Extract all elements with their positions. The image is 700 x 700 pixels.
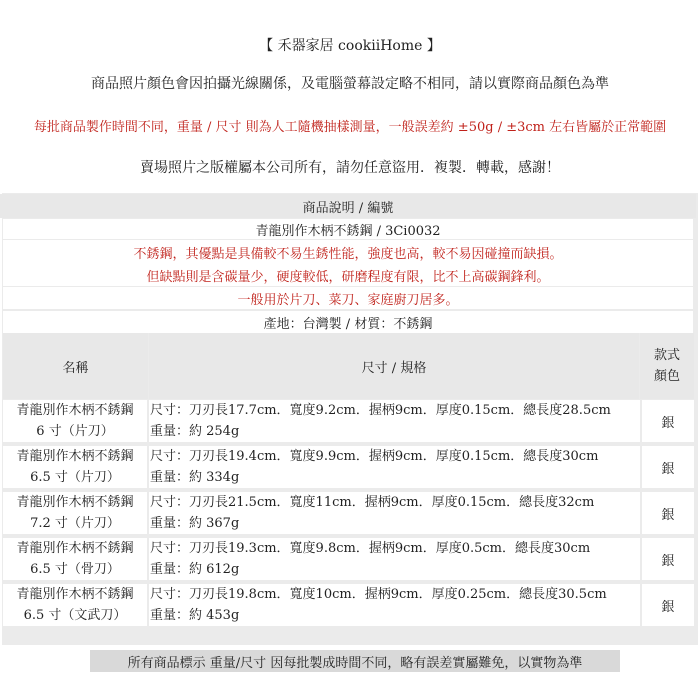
- footer-notice: 所有商品標示 重量/尺寸 因每批製成時間不同，略有誤差實屬難免，以實物為準: [90, 650, 620, 672]
- table-row-color: 銀: [642, 400, 694, 442]
- column-header-style-line1: 款式: [653, 348, 680, 363]
- column-header-name: 名稱: [3, 333, 148, 399]
- table-row-name: [3, 492, 147, 534]
- product-name: 青龍別作木柄不銹鋼: [16, 403, 134, 418]
- description-line: 但缺點則是含碳量少，硬度較低，研磨程度有限，比不上高碳鋼鋒利。: [3, 265, 693, 286]
- weight-text: 重量：約 254g: [150, 424, 240, 439]
- table-row-color: 銀: [642, 446, 694, 488]
- table-row-spec: [149, 584, 640, 626]
- column-header-style-line2: 顏色: [653, 369, 680, 384]
- table-row-color: 銀: [642, 584, 694, 626]
- brand-title: 【 禾器家居 cookiiHome 】: [259, 38, 441, 54]
- product-size: 6.5 寸（文武刀）: [23, 608, 127, 623]
- table-row-color: 銀: [642, 492, 694, 534]
- dimension-text: 尺寸：刀刃長19.8cm．寬度10cm．握柄9cm．厚度0.25cm．總長度30.5cm: [150, 587, 607, 602]
- color-notice: 商品照片顏色會因拍攝光線關係，及電腦螢幕設定略不相同，請以實際商品顏色為準: [91, 76, 609, 92]
- product-model: 青龍別作木柄不銹鋼 / 3Ci0032: [3, 219, 693, 239]
- table-row-name: [3, 538, 147, 580]
- table-row-spec: [149, 538, 640, 580]
- table-row-spec: [149, 400, 640, 442]
- product-name: 青龍別作木柄不銹鋼: [16, 449, 134, 464]
- description-line: 一般用於片刀、菜刀、家庭廚刀居多。: [3, 287, 693, 309]
- product-size: 6.5 寸（片刀）: [30, 470, 120, 485]
- table-row-spec: [149, 492, 640, 534]
- product-name: 青龍別作木柄不銹鋼: [16, 587, 134, 602]
- size-weight-notice: 每批商品製作時間不同，重量 / 尺寸 則為人工隨機抽樣測量，一般誤差約 ±50g / ±3cm 左右皆屬於正常範圍: [33, 120, 667, 135]
- table-row-spec: [149, 446, 640, 488]
- weight-text: 重量：約 334g: [150, 470, 240, 485]
- product-name: 青龍別作木柄不銹鋼: [16, 541, 134, 556]
- product-size: 6 寸（片刀）: [36, 424, 114, 439]
- table-row-name: [3, 446, 147, 488]
- product-size: 7.2 寸（片刀）: [30, 516, 120, 531]
- table-row-name: [3, 584, 147, 626]
- section-title: 商品說明 / 編號: [0, 194, 696, 218]
- table-row-name: [3, 400, 147, 442]
- origin-material: 產地：台灣製 / 材質：不銹鋼: [3, 311, 693, 333]
- column-header-style: [640, 333, 694, 399]
- weight-text: 重量：約 367g: [150, 516, 240, 531]
- column-header-spec: 尺寸 / 規格: [149, 333, 639, 399]
- dimension-text: 尺寸：刀刃長19.3cm．寬度9.8cm．握柄9cm．厚度0.5cm．總長度30cm: [150, 541, 591, 556]
- copyright-notice: 賣場照片之版權屬本公司所有，請勿任意盜用．複製．轉載，感謝！: [140, 160, 560, 176]
- dimension-text: 尺寸：刀刃長19.4cm．寬度9.9cm．握柄9cm．厚度0.15cm．總長度30cm: [150, 449, 599, 464]
- description-line: 不銹鋼，其優點是具備較不易生銹性能，強度也高，較不易因碰撞而缺損。: [3, 240, 693, 265]
- weight-text: 重量：約 612g: [150, 562, 240, 577]
- product-name: 青龍別作木柄不銹鋼: [16, 495, 134, 510]
- dimension-text: 尺寸：刀刃長17.7cm．寬度9.2cm．握柄9cm．厚度0.15cm．總長度28.5cm: [150, 403, 611, 418]
- table-row-color: 銀: [642, 538, 694, 580]
- weight-text: 重量：約 453g: [150, 608, 240, 623]
- product-size: 6.5 寸（骨刀）: [30, 562, 120, 577]
- dimension-text: 尺寸：刀刃長21.5cm．寬度11cm．握柄9cm．厚度0.15cm．總長度32cm: [150, 495, 595, 510]
